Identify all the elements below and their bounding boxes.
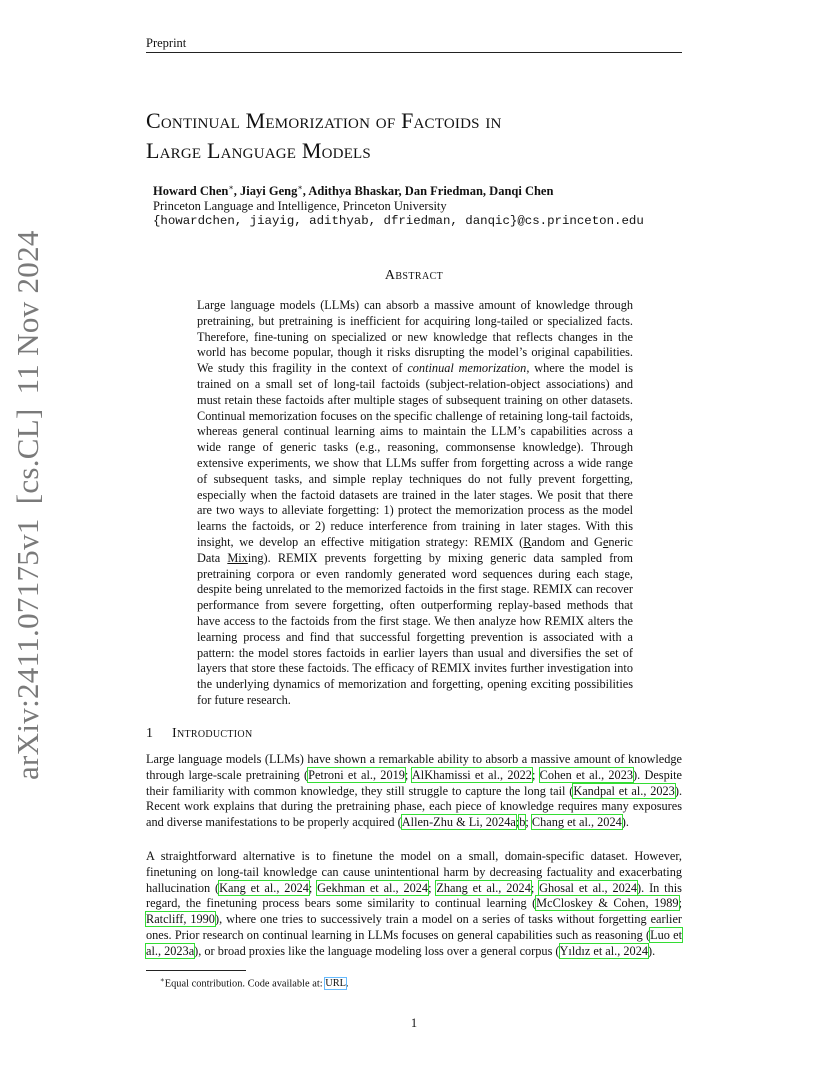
title-line-1: Continual Memorization of Factoids in [146, 108, 502, 133]
citation-link[interactable]: Gekhman et al., 2024 [317, 880, 429, 895]
footnote-mark: ∗ [160, 976, 165, 984]
citation-link[interactable]: Kandpal et al., 2023 [573, 783, 675, 798]
page-number: 1 [410, 1016, 418, 1030]
abstract-body: Large language models (LLMs) can absorb a massive amount of knowledge through pretraining, but pretraining is inefficient for acquiring long-tailed or specialized facts. Therefore, fine-tuning on specialized or new knowledge that reflects changes in the world has become popular, though it risks disrupting the model’s original capabilities. We study this fragility in the context of continual memorization, where the model is trained on a small set of long-tail factoids (subject-relation-object associations) and must retain these factoids after multiple stages of subsequent training on other datasets. Continual memorization focuses on the specific challenge of retaining long-tail factoids, whereas general continual learning aims to maintain the LLM’s capabilities across a wide range of generic tasks (e.g., reasoning, commonsense knowledge). Through extensive experiments, we show that LLMs suffer from forgetting across a wide range of subsequent tasks, and simple replay techniques do not fully prevent forgetting, especially when the factoid datasets are trained in the later stages. We posit that there are two ways to alleviate forgetting: 1) protect the memorization process as the model learns the factoids, or 2) reduce interference from training in later stages. With this insight, we develop an effective mitigation strategy: REMIX (Random and Generic Data Mixing). REMIX prevents forgetting by mixing generic data sampled from pretraining corpora or even randomly generated word sequences during each stage, despite being unrelated to the memorized factoids in the first stage. REMIX can recover performance from severe forgetting, often outperforming replay-based methods that have access to the factoids from the first stage. We then analyze how REMIX alters the learning process and find that successful forgetting prevention is associated with a pattern: the model stores factoids in earlier layers than usual and diversifies the set of layers that store these factoids. The efficacy of REMIX invites further investigation into the underlying dynamics of memorization and forgetting, opening exciting possibilities for future research. [197, 298, 633, 707]
citation-link[interactable]: McCloskey & Cohen, 1989 [536, 896, 679, 911]
arxiv-category: [cs.CL] [10, 408, 45, 505]
citation-link[interactable]: Ghosal et al., 2024 [539, 880, 638, 895]
equal-contrib-mark-2: ∗ [297, 183, 303, 192]
citation-link[interactable]: Zhang et al., 2024 [436, 880, 531, 895]
intro-paragraph-2: A straightforward alternative is to finetune the model on a small, domain-specific dataset. However, finetuning on long-tail knowledge can cause unintentional harm by decreasing factuality and exacerbating hallucination (Kang et al., 2024; Gekhman et al., 2024; Zhang et al., 2024; Ghosal et al., 2024). In this regard, the finetuning process bears some similarity to continual learning (McCloskey & Cohen, 1989; Ratcliff, 1990), where one tries to successively train a model on a series of tasks without forgetting earlier ones. Prior research on continual learning in LLMs focuses on general capabilities such as reasoning (Luo et al., 2023a), or broad proxies like the language modeling loss over a general corpus (Yıldız et al., 2024). [146, 849, 682, 958]
citation-link[interactable]: Luo et al., 2023a [146, 927, 682, 958]
citation-link[interactable]: b [519, 815, 526, 830]
arxiv-identifier [10, 230, 54, 780]
footnote-rule [146, 970, 246, 971]
citation-link[interactable]: Petroni et al., 2019 [308, 767, 405, 782]
author-1: Howard Chen [153, 184, 229, 199]
citation-link[interactable]: AlKhamissi et al., 2022 [411, 767, 532, 782]
arxiv-date: 11 Nov 2024 [10, 230, 45, 395]
other-authors: Adithya Bhaskar, Dan Friedman, Danqi Chen [308, 184, 554, 199]
continual-memorization-term: continual memorization [407, 361, 527, 376]
abstract-heading: Abstract [384, 268, 444, 283]
intro-paragraph-1: Large language models (LLMs) have shown a remarkable ability to absorb a massive amount of knowledge through large-scale pretraining (Petroni et al., 2019; AlKhamissi et al., 2022; Cohen et al., 2023). Despite their familiarity with common knowledge, they still struggle to capture the long tail (Kandpal et al., 2023). Recent work explains that during the pretraining phase, each piece of knowledge requires many exposures and diverse manifestations to be properly acquired (Allen-Zhu & Li, 2024a;b; Chang et al., 2024). [146, 752, 683, 830]
citation-link[interactable]: Yıldız et al., 2024 [559, 943, 648, 958]
code-url-link[interactable]: URL [325, 978, 346, 990]
citation-link[interactable]: Allen-Zhu & Li, 2024a [401, 815, 516, 830]
arxiv-id[interactable]: arXiv:2411.07175v1 [10, 518, 45, 780]
equal-contrib-mark-1: ∗ [228, 183, 234, 192]
citation-link[interactable]: Cohen et al., 2023 [539, 767, 634, 782]
citation-link[interactable]: Ratcliff, 1990 [146, 912, 215, 927]
section-title: Introduction [172, 726, 253, 741]
citation-link[interactable]: Chang et al., 2024 [531, 815, 622, 830]
author-emails: {howardchen, jiayig, adithyab, dfriedman, danqic}@cs.princeton.edu [153, 214, 644, 228]
title-line-2: Large Language Models [146, 138, 371, 163]
author-list: Howard Chen∗, Jiayi Geng∗, Adithya Bhaskar, Dan Friedman, Danqi Chen [153, 183, 554, 199]
section-number: 1 [146, 726, 154, 741]
running-header: Preprint [146, 36, 187, 50]
affiliation: Princeton Language and Intelligence, Princeton University [153, 199, 447, 213]
header-rule [146, 52, 682, 53]
citation-link[interactable]: Kang et al., 2024 [219, 880, 309, 895]
author-2: Jiayi Geng [240, 184, 298, 199]
footnote: ∗Equal contribution. Code available at: URL. [160, 976, 349, 990]
paper-title [146, 106, 686, 166]
section-introduction-heading [146, 726, 252, 742]
